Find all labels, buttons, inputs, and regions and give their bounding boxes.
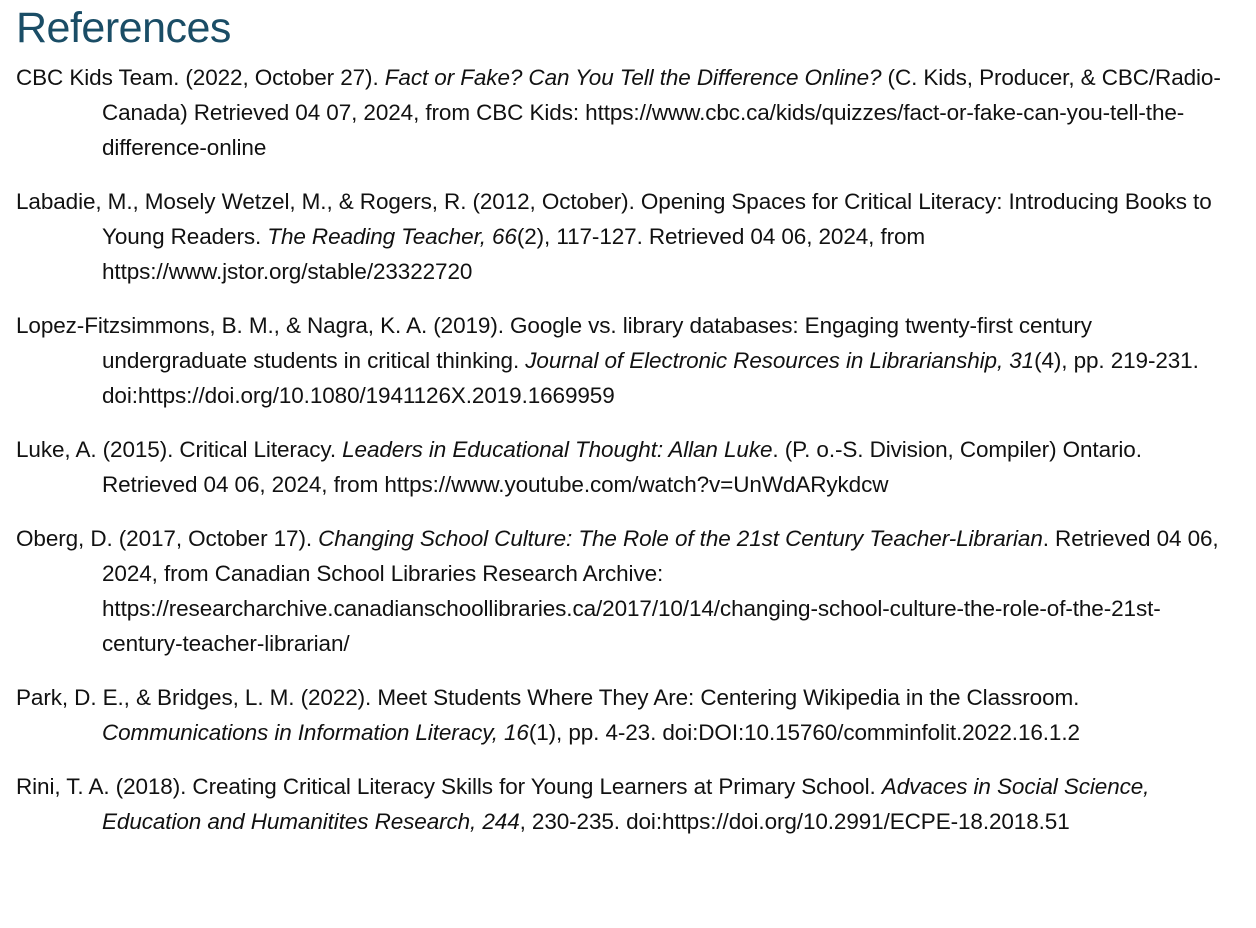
reference-source-title: Journal of Electronic Resources in Librarianship, 31 bbox=[525, 348, 1035, 373]
reference-details: . (P. o.-S. Division, Compiler) Ontario. Retrieved 04 06, 2024, from https://www.youtube.com/watch?v=UnWdARykdcw bbox=[102, 437, 1142, 497]
reference-source-title: Communications in Information Literacy, 16 bbox=[102, 720, 529, 745]
reference-item bbox=[16, 432, 1238, 502]
reference-text: Rini, T. A. (2018). Creating Critical Literacy Skills for Young Learners at Primary School. bbox=[16, 774, 882, 799]
reference-text: Park, D. E., & Bridges, L. M. (2022). Meet Students Where They Are: Centering Wikipedia in the Classroom. bbox=[16, 685, 1080, 710]
reference-details: . Retrieved 04 06, 2024, from Canadian School Libraries Research Archive: https://researcharchive.canadianschoollibraries.ca/2017/10/14/changing-school-culture-the-role-of-the-21st-century-teacher-librarian/ bbox=[102, 526, 1219, 656]
reference-item bbox=[16, 769, 1238, 839]
reference-details: (C. Kids, Producer, & CBC/Radio-Canada) Retrieved 04 07, 2024, from CBC Kids: https://www.cbc.ca/kids/quizzes/fact-or-fake-can-you-tell-the-difference-online bbox=[102, 65, 1221, 160]
reference-details: (1), pp. 4-23. doi:DOI:10.15760/comminfolit.2022.16.1.2 bbox=[528, 720, 1080, 745]
reference-text: Luke, A. (2015). Critical Literacy. bbox=[16, 437, 343, 462]
reference-text: Lopez-Fitzsimmons, B. M., & Nagra, K. A. (2019). Google vs. library databases: Engaging twenty-first century undergraduate students in critical thinking. bbox=[16, 313, 1092, 373]
reference-text: Labadie, M., Mosely Wetzel, M., & Rogers, R. (2012, October). Opening Spaces for Critical Literacy: Introducing Books to Young Readers. bbox=[16, 189, 1212, 249]
reference-source-title: Fact or Fake? Can You Tell the Difference Online? bbox=[384, 65, 882, 90]
reference-item bbox=[16, 308, 1238, 413]
reference-item bbox=[16, 60, 1238, 165]
reference-source-title: Advaces in Social Science, Education and Humanitites Research, 244 bbox=[102, 774, 1150, 834]
reference-details: (4), pp. 219-231. doi:https://doi.org/10.1080/1941126X.2019.1669959 bbox=[102, 348, 1199, 408]
reference-details: , 230-235. doi:https://doi.org/10.2991/ECPE-18.2018.51 bbox=[519, 809, 1070, 834]
reference-list bbox=[16, 60, 1238, 839]
reference-source-title: Leaders in Educational Thought: Allan Luke bbox=[342, 437, 773, 462]
page-title: References bbox=[16, 4, 231, 52]
reference-text: Oberg, D. (2017, October 17). bbox=[16, 526, 319, 551]
reference-details: (2), 117-127. Retrieved 04 06, 2024, from https://www.jstor.org/stable/23322720 bbox=[102, 224, 926, 284]
reference-item bbox=[16, 184, 1238, 289]
reference-source-title: The Reading Teacher, 66 bbox=[267, 224, 517, 249]
reference-text: CBC Kids Team. (2022, October 27). bbox=[16, 65, 385, 90]
reference-item bbox=[16, 521, 1238, 661]
reference-item bbox=[16, 680, 1238, 750]
reference-source-title: Changing School Culture: The Role of the 21st Century Teacher-Librarian bbox=[318, 526, 1043, 551]
references-page bbox=[16, 0, 1238, 858]
